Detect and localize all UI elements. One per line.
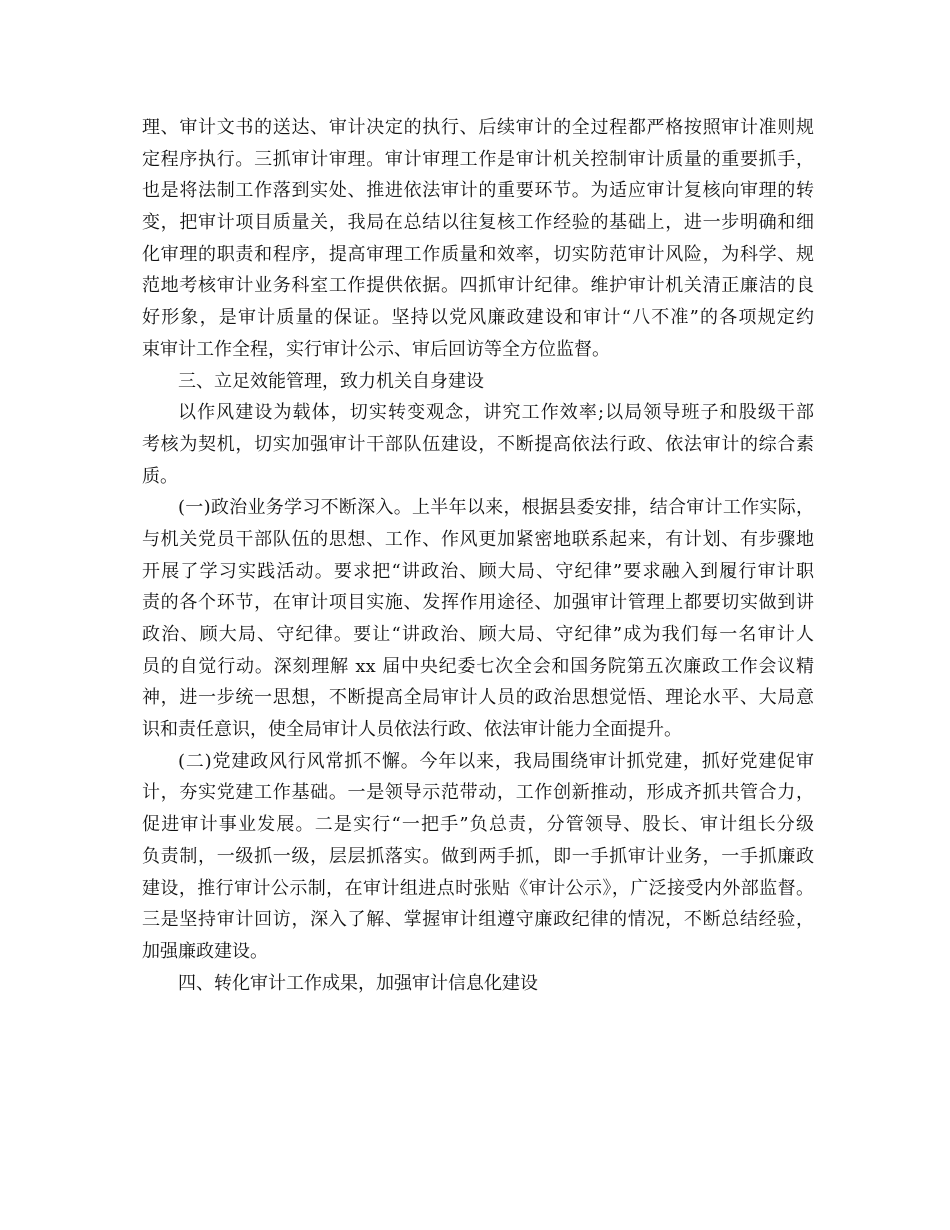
text-line: 责的各个环节，在审计项目实施、发挥作用途径、加强审计管理上都要切实做到讲 [142, 592, 814, 614]
document-body [142, 112, 814, 999]
text-line: 化审理的职责和程序，提高审理工作质量和效率，切实防范审计风险，为科学、规 [142, 243, 814, 265]
text-line: (一)政治业务学习不断深入。上半年以来，根据县委安排，结合审计工作实际， [178, 497, 814, 519]
text-line: 开展了学习实践活动。要求把“讲政治、顾大局、守纪律”要求融入到履行审计职 [142, 560, 814, 582]
text-line: (二)党建政风行风常抓不懈。今年以来，我局围绕审计抓党建，抓好党建促审 [178, 750, 814, 772]
text-line: 变，把审计项目质量关，我局在总结以往复核工作经验的基础上，进一步明确和细 [142, 212, 814, 234]
text-line: 考核为契机，切实加强审计干部队伍建设，不断提高依法行政、依法审计的综合素 [142, 433, 814, 455]
text-line: 加强廉政建设。 [142, 940, 268, 962]
text-line: 政治、顾大局、守纪律。要让“讲政治、顾大局、守纪律”成为我们每一名审计人 [142, 624, 814, 645]
text-line: 范地考核审计业务科室工作提供依据。四抓审计纪律。维护审计机关清正廉洁的良 [142, 275, 814, 297]
text-line: 质。 [142, 465, 178, 487]
text-line: 计，夯实党建工作基础。一是领导示范带动，工作创新推动，形成齐抓共管合力， [142, 782, 814, 804]
text-line: 以作风建设为载体，切实转变观念，讲究工作效率;以局领导班子和股级干部 [178, 402, 814, 424]
text-line: 神，进一步统一思想，不断提高全局审计人员的政治思想觉悟、理论水平、大局意 [142, 687, 814, 709]
text-line: 促进审计事业发展。二是实行“一把手”负总责，分管领导、股长、审计组长分级 [142, 814, 814, 836]
text-line: 三是坚持审计回访，深入了解、掌握审计组遵守廉政纪律的情况，不断总结经验， [142, 909, 814, 931]
text-line: 建设，推行审计公示制，在审计组进点时张贴《审计公示》，广泛接受内外部监督。 [142, 877, 814, 899]
text-line: 好形象，是审计质量的保证。坚持以党风廉政建设和审计“八不准”的各项规定约 [142, 307, 814, 329]
text-line: 员的自觉行动。深刻理解 xx 届中央纪委七次全会和国务院第五次廉政工作会议精 [142, 655, 814, 677]
section-heading: 四、转化审计工作成果，加强审计信息化建设 [178, 972, 538, 994]
text-line: 也是将法制工作落到实处、推进依法审计的重要环节。为适应审计复核向审理的转 [142, 180, 814, 202]
text-line: 理、审计文书的送达、审计决定的执行、后续审计的全过程都严格按照审计准则规 [142, 117, 814, 138]
text-line: 定程序执行。三抓审计审理。审计审理工作是审计机关控制审计质量的重要抓手， [142, 148, 814, 170]
section-heading: 三、立足效能管理，致力机关自身建设 [178, 370, 484, 392]
text-line: 负责制，一级抓一级，层层抓落实。做到两手抓，即一手抓审计业务，一手抓廉政 [142, 845, 814, 867]
text-line: 与机关党员干部队伍的思想、工作、作风更加紧密地联系起来，有计划、有步骤地 [142, 528, 814, 550]
text-line: 识和责任意识，使全局审计人员依法行政、依法审计能力全面提升。 [142, 719, 682, 741]
text-line: 束审计工作全程，实行审计公示、审后回访等全方位监督。 [142, 338, 610, 360]
